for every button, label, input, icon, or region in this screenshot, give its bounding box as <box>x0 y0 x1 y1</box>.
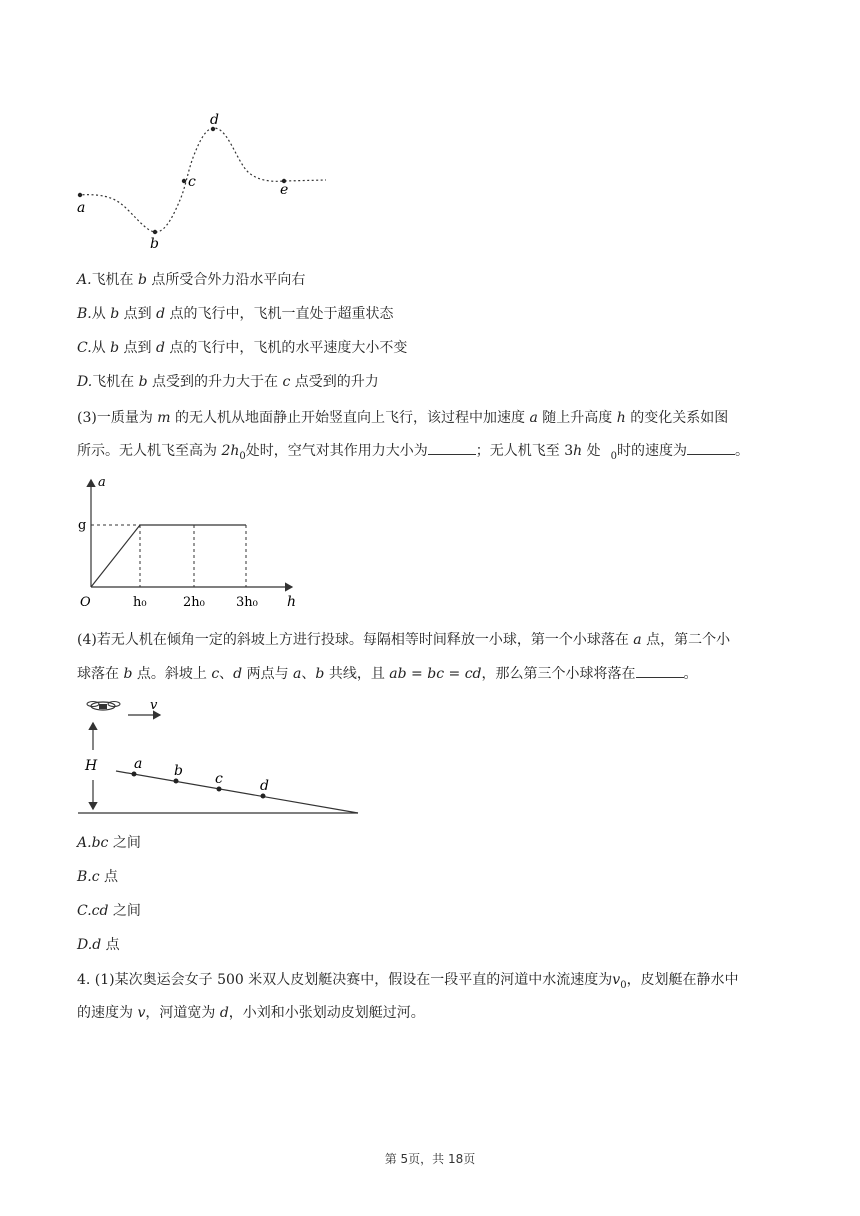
x-axis-label: h <box>287 594 297 610</box>
page-footer: 第 5页，共 18页 <box>384 1152 476 1166</box>
option-a: A.飞机在 b 点所受合外力沿水平向右 <box>77 272 306 288</box>
slope-point-d <box>261 794 266 799</box>
slope-point-b <box>174 779 179 784</box>
point-a <box>78 193 82 197</box>
q4-option-b: B.c 点 <box>77 869 119 885</box>
tick-2h0: 2h₀ <box>183 595 205 610</box>
g-label: g <box>78 518 87 533</box>
q4-option-d: D.d 点 <box>77 937 120 953</box>
option-d: D.飞机在 b 点受到的升力大于在 c 点受到的升力 <box>77 374 379 390</box>
question-3-line-2: 所示。无人机飞至高为 $2h_0$处时，空气对其作用力大小为 ；无人机飞至 3h 处 $_0$时的速度为 。 <box>77 440 749 467</box>
ramp-line <box>91 525 140 587</box>
question-4-line-2: 球落在 b 点。斜坡上 c、d 两点与 a、b 共线，且 ab = bc = cd，那么第三个小球将落在 。 <box>77 663 698 684</box>
flight-path-curve <box>78 128 326 232</box>
origin-label: O <box>80 595 91 610</box>
answer-blank-2[interactable] <box>687 440 735 455</box>
slope-line <box>116 771 358 813</box>
option-c: C.从 b 点到 d 点的飞行中，飞机的水平速度大小不变 <box>77 340 408 356</box>
question-4-line-1: (4)若无人机在倾角一定的斜坡上方进行投球。每隔相等时间释放一小球，第一个小球落在 a 点，第二个小 <box>77 632 731 648</box>
label-a: a <box>77 200 86 216</box>
slope-label-d: d <box>260 778 269 794</box>
slope-label-c: c <box>215 771 223 787</box>
tick-3h0: 3h₀ <box>236 595 258 610</box>
q4-option-a: A.bc 之间 <box>77 835 141 851</box>
slope-point-c <box>217 787 222 792</box>
q4-option-c: C.cd 之间 <box>77 903 141 919</box>
answer-blank-3[interactable] <box>636 663 684 678</box>
label-d: d <box>210 112 219 128</box>
point-c <box>182 179 186 183</box>
slope-point-a <box>132 772 137 777</box>
acceleration-height-graph <box>0 470 860 615</box>
question-5-line-1: 4. (1)某次奥运会女子 500 米双人皮划艇决赛中，假设在一段平直的河道中水流速度为$v_0$，皮划艇在静水中 <box>77 972 739 991</box>
question-3-line-1: (3)一质量为 m 的无人机从地面静止开始竖直向上飞行，该过程中加速度 a 随上升高度 h 的变化关系如图 <box>77 410 729 426</box>
label-e: e <box>280 182 289 198</box>
flight-path-figure <box>0 0 860 260</box>
slope-label-b: b <box>174 763 183 779</box>
drone-icon <box>87 702 120 711</box>
y-axis-label: a <box>98 475 106 490</box>
label-b: b <box>150 236 159 252</box>
velocity-label: v <box>150 698 158 713</box>
option-b: B.从 b 点到 d 点的飞行中，飞机一直处于超重状态 <box>77 306 394 322</box>
slope-label-a: a <box>134 756 143 772</box>
tick-h0: h₀ <box>133 595 147 610</box>
label-c: c <box>188 174 196 190</box>
question-5-line-2: 的速度为 v，河道宽为 d，小刘和小张划动皮划艇过河。 <box>77 1005 425 1021</box>
point-b <box>153 230 157 234</box>
height-label: H <box>85 758 98 774</box>
drone-slope-figure <box>0 695 860 820</box>
answer-blank-1[interactable] <box>428 440 476 455</box>
